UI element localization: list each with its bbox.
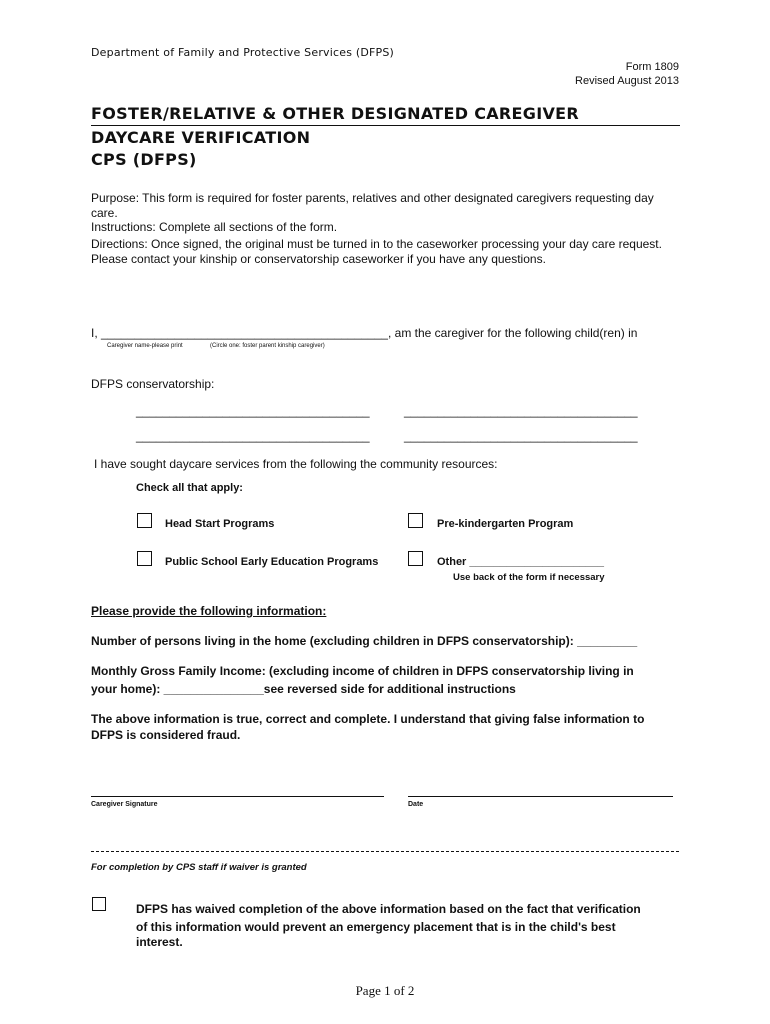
pre-k-label: Pre-kindergarten Program (437, 518, 574, 530)
waiver-checkbox[interactable] (92, 897, 106, 911)
agency-name: Department of Family and Protective Services (DFPS) (91, 46, 395, 59)
date-line[interactable] (408, 796, 673, 798)
income-field[interactable]: your home): _______________see reversed side for additional instructions (91, 682, 516, 696)
waiver-text-line-3: interest. (136, 935, 183, 949)
form-meta (575, 60, 679, 88)
attestation-line-1: The above information is true, correct and complete. I understand that giving false information to (91, 712, 645, 726)
attestation-line-2: DFPS is considered fraud. (91, 728, 241, 742)
waiver-text-line-1: DFPS has waived completion of the above information based on the fact that verification (136, 902, 641, 916)
title-line-1: FOSTER/RELATIVE & OTHER DESIGNATED CAREGIVER (91, 104, 579, 123)
circle-one-hint: (Circle one: foster parent kinship caregiver) (210, 343, 325, 349)
title-line-2: DAYCARE VERIFICATION (91, 128, 311, 147)
other-checkbox[interactable] (408, 551, 423, 566)
public-school-checkbox[interactable] (137, 551, 152, 566)
directions-text: Directions: Once signed, the original must be turned in to the caseworker processing your day care request. Please contact your kinship or conservatorship caseworker if you have any questions. (91, 237, 662, 266)
date-label: Date (408, 801, 424, 808)
form-number: Form 1809 (625, 61, 679, 73)
other-note: Use back of the form if necessary (453, 572, 605, 583)
child-name-field-2[interactable]: ___________________________________ (404, 404, 638, 418)
child-name-field-1[interactable]: ___________________________________ (136, 404, 370, 418)
info-heading: Please provide the following information: (91, 604, 327, 618)
signature-line[interactable] (91, 796, 384, 798)
pre-k-checkbox[interactable] (408, 513, 423, 528)
signature-label: Caregiver Signature (91, 801, 158, 808)
instructions-text: Instructions: Complete all sections of the form. (91, 220, 338, 234)
persons-in-home-field[interactable]: Number of persons living in the home (excluding children in DFPS conservatorship): _________ (91, 634, 638, 648)
caregiver-statement: I, ___________________________________________, am the caregiver for the following child(ren) in (91, 326, 638, 340)
services-intro: I have sought daycare services from the following the community resources: (94, 457, 498, 471)
head-start-checkbox[interactable] (137, 513, 152, 528)
staff-heading: For completion by CPS staff if waiver is granted (91, 862, 307, 873)
public-school-label: Public School Early Education Programs (165, 556, 379, 568)
title-line-3: CPS (DFPS) (91, 150, 197, 169)
conservatorship-label: DFPS conservatorship: (91, 377, 215, 391)
head-start-label: Head Start Programs (165, 518, 275, 530)
page-number: Page 1 of 2 (355, 983, 415, 998)
waiver-text-line-2: of this information would prevent an emergency placement that is in the child's best (136, 920, 616, 934)
income-text-line-1: Monthly Gross Family Income: (excluding income of children in DFPS conservatorship living in (91, 664, 634, 678)
title-rule (91, 125, 680, 126)
revision-date: Revised August 2013 (575, 75, 679, 87)
other-label: Other ______________________ (437, 556, 604, 568)
child-name-field-4[interactable]: ___________________________________ (404, 429, 638, 443)
check-all-label: Check all that apply: (136, 482, 243, 494)
caregiver-name-hint: Caregiver name-please print (107, 343, 183, 349)
purpose-text: Purpose: This form is required for foster parents, relatives and other designated caregivers requesting day care. (91, 191, 654, 220)
child-name-field-3[interactable]: ___________________________________ (136, 429, 370, 443)
staff-divider (91, 851, 679, 852)
